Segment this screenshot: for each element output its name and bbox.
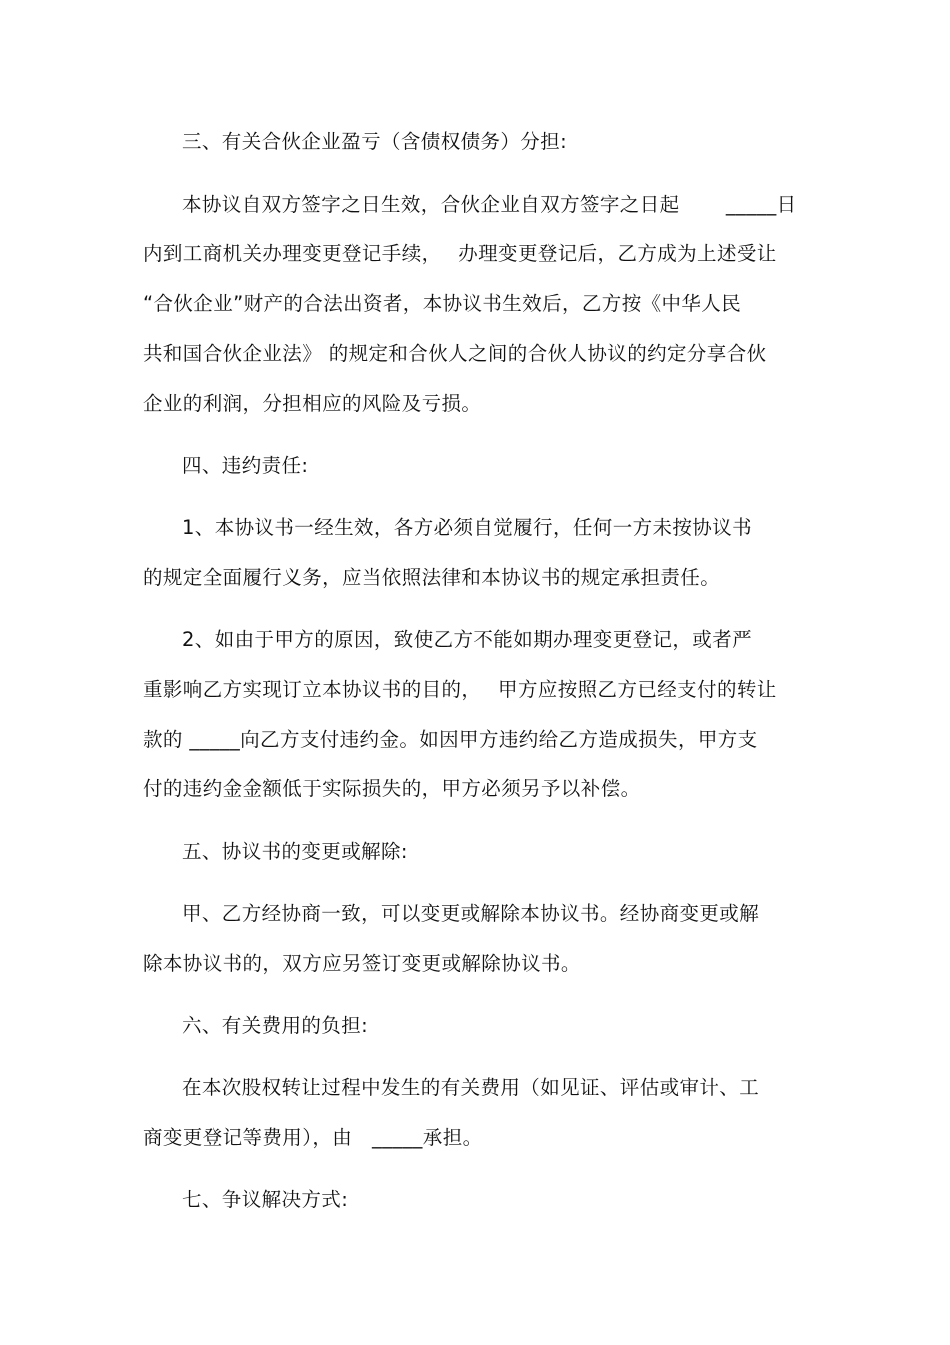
section-4-clause-2-line: 重影响乙方实现订立本协议书的目的， 甲方应按照乙方已经支付的转让: [143, 678, 777, 701]
section-5-paragraph-line: 甲、乙方经协商一致，可以变更或解除本协议书。经协商变更或解: [182, 902, 760, 925]
section-4-clause-2-line: 2、如由于甲方的原因，致使乙方不能如期办理变更登记，或者严: [182, 628, 753, 651]
section-4-clause-2-line: 款的 _____向乙方支付违约金。如因甲方违约给乙方造成损失，甲方支: [143, 728, 758, 751]
section-3-heading: 三、有关合伙企业盈亏（含债权债务）分担:: [182, 130, 568, 153]
section-6-paragraph-line: 商变更登记等费用），由 _____承担。: [143, 1126, 483, 1149]
section-6-paragraph-line: 在本次股权转让过程中发生的有关费用（如见证、评估或审计、工: [182, 1076, 760, 1099]
section-6-heading: 六、有关费用的负担:: [182, 1014, 369, 1037]
section-5-heading: 五、协议书的变更或解除:: [182, 840, 408, 863]
section-3-paragraph-line: 共和国合伙企业法》 的规定和合伙人之间的合伙人协议的约定分享合伙: [143, 342, 767, 365]
section-3-paragraph-line: 内到工商机关办理变更登记手续， 办理变更登记后，乙方成为上述受让: [143, 242, 777, 265]
section-4-clause-1-line: 的规定全面履行义务，应当依照法律和本协议书的规定承担责任。: [143, 566, 721, 589]
section-3-paragraph-line: 本协议自双方签字之日生效，合伙企业自双方签字之日起 _____日: [182, 193, 797, 216]
section-3-paragraph-line: “合伙企业”财产的合法出资者，本协议书生效后，乙方按《中华人民: [143, 292, 742, 315]
section-4-clause-1-line: 1、本协议书一经生效，各方必须自觉履行，任何一方未按协议书: [182, 516, 753, 539]
section-5-paragraph-line: 除本协议书的，双方应另签订变更或解除协议书。: [143, 952, 581, 975]
section-4-heading: 四、违约责任:: [182, 454, 309, 477]
section-3-paragraph-line: 企业的利润，分担相应的风险及亏损。: [143, 392, 482, 415]
section-7-heading: 七、争议解决方式:: [182, 1188, 349, 1211]
section-4-clause-2-line: 付的违约金金额低于实际损失的，甲方必须另予以补偿。: [143, 777, 641, 800]
